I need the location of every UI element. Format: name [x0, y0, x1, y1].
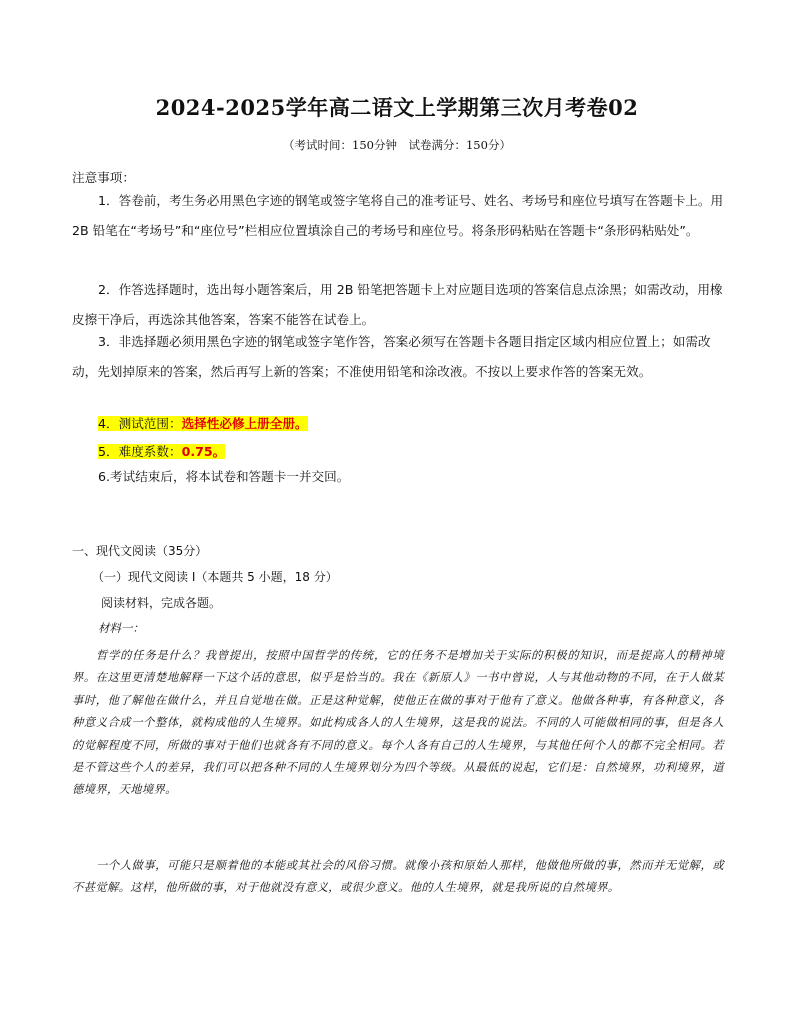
material-paragraph-2: 一个人做事，可能只是顺着他的本能或其社会的风俗习惯。就像小孩和原始人那样，他做他所做的事，然而并无觉解，或不甚觉解。这样，他所做的事，对于他就没有意义，或很少意义。他的人生境界，就是我所说的自然境界。: [72, 859, 724, 895]
difficulty-value: 0.75。: [181, 444, 226, 459]
notice-item-4: [98, 409, 308, 439]
section-heading: 一、现代文阅读（35分）: [72, 544, 208, 558]
reading-instruction: 阅读材料，完成各题。: [101, 596, 222, 610]
material-paragraph-1: 哲学的任务是什么？我曾提出，按照中国哲学的传统，它的任务不是增加关于实际的积极的知识，而是提高人的精神境界。在这里更清楚地解释一下这个话的意思，似乎是恰当的。我在《新原人》一书中曾说，人与其他动物的不同，在于人做某事时，他了解他在做什么，并且自觉地在做。正是这种觉解，使他正在做的事对于他有了意义。他做各种事，有各种意义，各种意义合成一个整体，就构成他的人生境界。如此构成各人的人生境界，这是我的说法。不同的人可能做相同的事，但是各人的觉解程度不同，所做的事对于他们也就各有不同的意义。每个人各有自己的人生境界，与其他任何个人的都不完全相同。若是不管这些个人的差异，我们可以把各种不同的人生境界划分为四个等级。从最低的说起，它们是：自然境界，功利境界，道德境界，天地境界。: [72, 649, 724, 797]
exam-info: （考试时间：150分钟 试卷满分：150分）: [283, 138, 511, 152]
notice-item-6: 6.考试结束后，将本试卷和答题卡一并交回。: [98, 469, 350, 484]
test-scope-label: 4．测试范围：: [98, 416, 182, 431]
notice-heading: 注意事项：: [72, 170, 135, 185]
notice-item-3-text: 3．非选择题必须用黑色字迹的钢笔或签字笔作答，答案必须写在答题卡各题目指定区域内相应位置上；如需改动，先划掉原来的答案，然后再写上新的答案；不准使用铅笔和涂改液。不按以上要求作答的答案无效。: [72, 334, 711, 379]
notice-item-2: [72, 275, 724, 334]
notice-item-3: [72, 327, 724, 386]
difficulty-label: 5．难度系数：: [98, 444, 182, 459]
sub-section-heading: （一）现代文阅读 I（本题共 5 小题，18 分）: [92, 570, 338, 584]
notice-item-1: [72, 186, 724, 245]
material-label: 材料一：: [98, 621, 144, 635]
page-title: 2024-2025学年高二语文上学期第三次月考卷02: [155, 95, 639, 120]
notice-item-2-text: 2．作答选择题时，选出每小题答案后，用 2B 铅笔把答题卡上对应题目选项的答案信息点涂黑；如需改动，用橡皮擦干净后，再选涂其他答案，答案不能答在试卷上。: [72, 282, 723, 327]
notice-item-1-text: 1．答卷前，考生务必用黑色字迹的钢笔或签字笔将自己的准考证号、姓名、考场号和座位号填写在答题卡上。用 2B 铅笔在“考场号”和“座位号”栏相应位置填涂自己的考场号和座位号。将条形码粘贴在答题卡“条形码粘贴处”。: [72, 193, 724, 238]
test-scope-value: 选择性必修上册全册。: [181, 416, 308, 431]
